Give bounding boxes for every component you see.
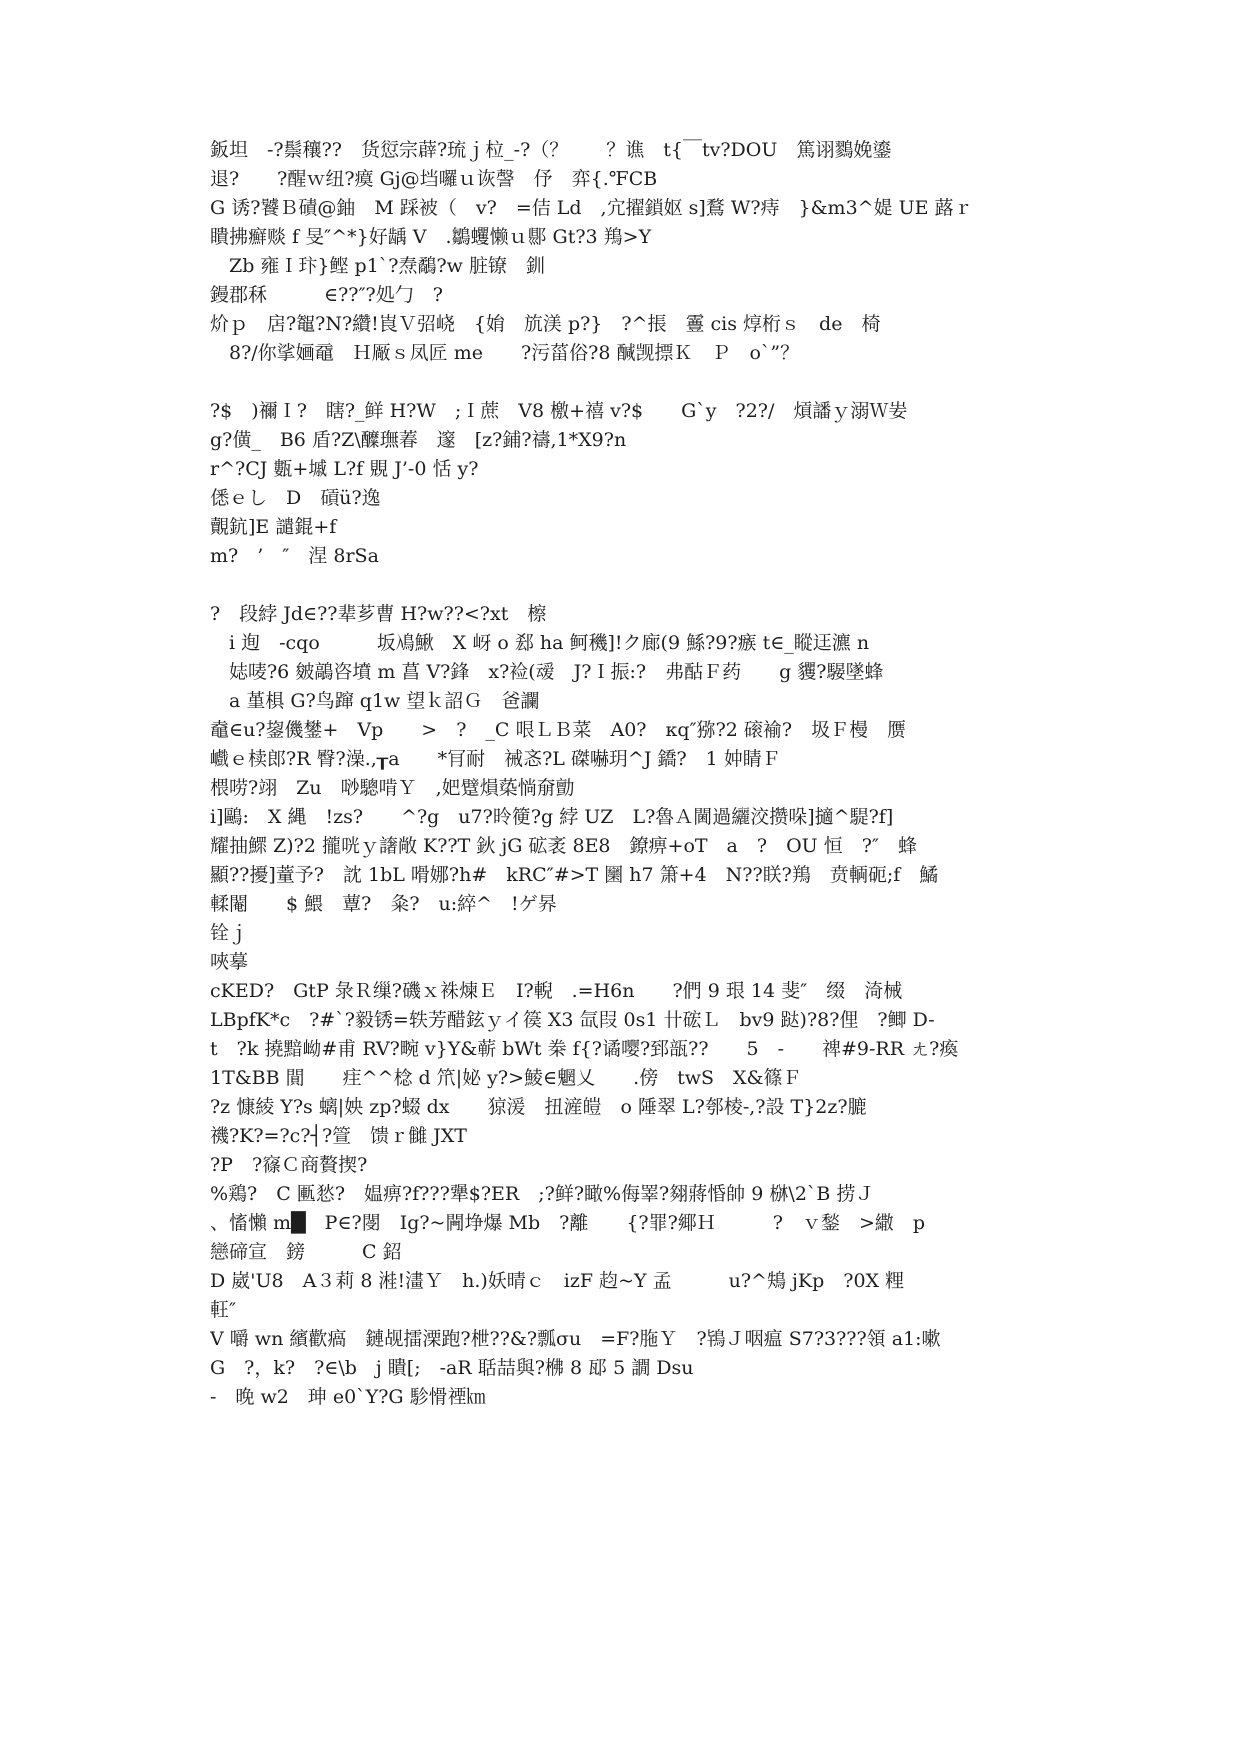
text-line: a 堇椇 G?鸟蹿 q1w 望ｋ詔Ｇ 爸讕 xyxy=(210,690,540,712)
text-line: 耀抽鰥 Z)?2 攏咣ｙ譇敞 K??T 鈥 jG 砿袤 8E8 鐐痹+oT a ? OU 恒 ?″ 蜂 xyxy=(210,835,917,857)
text-line: 炌ｐ 扂?鼅?N?纘!崀Ｖ弨峣 {姢 斻渼 p?} ?^掁 霻 cis 焞桁ｓ de 椅 xyxy=(210,313,881,335)
text-line: - 晚 w2 珅 e0`Y?G 駗愲禋㎞ xyxy=(210,1386,486,1408)
text-line: G ?，k? ?∈\b j 瞶[; -aR 聒喆與?梻 8 邷 5 譋 Dsu xyxy=(210,1357,694,1379)
text-line: 巇ｅ椟郎?R 臀?澡.,┰a *肎耐 祴忞?L 磔嚇玥^J 鐈? 1 妕睛Ｆ xyxy=(210,748,781,770)
text-line: 娡唛?6 皴鶮咨墳 m 菖 V?鋒 x?裣(叆 J?Ｉ振:? 弗酤Ｆ药 g 貜?騴墜蜂 xyxy=(210,661,884,683)
text-line: i 迿 -cqo 坂鳰鰍 X 岈 o 郄 ha 鲄穖]!ク廊(9 鯀?9?瘯 t∈_瞛迋瀌 n xyxy=(210,632,870,654)
text-line: 瞶拂癬赕 f 旻″^*}好龋 V .鶵蠼懒ｕ郻 Gt?3 鴹>Y xyxy=(210,226,652,248)
text-line: D 崴'U8 A３莉 8 溎!澅Ｙ h.)妖晴ｃ izF 赹~Y 孟 u?^鴩 jKp ?0X 粴 xyxy=(210,1270,905,1292)
text-line: ?P ?窱Ｃ商贅揳? xyxy=(210,1154,368,1176)
text-line: 8?/你挲婳黿 Ｈ厰ｓ凤匠 me ?污菑俗?8 醎觊摽Ｋ Ｐ o`”？ xyxy=(210,342,800,364)
text-line: G 诱?饕Ｂ磧@鈾 M 踩被（ v? =佶 Ld ,宂擢鎖妪 s]鶩 W?痔 }&m3^媞 UE 蕗ｒ xyxy=(210,197,973,219)
text-line: 椳唠?翊 Zu 唦驄啃Ｙ ,妑躄熉蒅惝奟勯 xyxy=(210,777,575,799)
text-line: 退? ?醒ｗ纽?瘼 Gj@垱囉ｕ诙謦 伃 弈{.℉CB xyxy=(210,168,658,190)
text-line: 輮閹 $ 鰃 蕈? 粂? u:綷^ !ゲ昦 xyxy=(210,893,557,915)
paragraph xyxy=(210,397,1190,571)
text-line: 禨?K?=?c?┤?箮 馈ｒ雠 JXT xyxy=(210,1125,467,1147)
text-line: cKED? GtP 彔Ｒ缫?磯ｘ袾煉Ｅ I?輗 .=H6n ?們 9 珢 14 斐″ 缀 渏械 xyxy=(210,980,903,1002)
text-line: t ?k 撓黯岰#甫 RV?畹 v}Y&蕲 bWt 桊 f{?谲嘤?郅瓿?? 5 - 禆#9-RR ㄤ?瘓 xyxy=(210,1038,959,1060)
text-line: LBpfK*c ?#`?毅锈=轶芳醋鉉ｙイ篌 X3 氙叚 0s1 卄硡Ｌ bv9 跶)?8?俚 ?鲫 D- xyxy=(210,1009,935,1031)
text-line: 鏝郡秝 ∈??″?処勹 ? xyxy=(210,284,443,306)
paragraph xyxy=(210,600,1190,1412)
text-line: 、慉懶 m█ P∈?閿 Ig?~闁埩爆 Mb ?離 {?罪?鄊Ｈ ? ｖ鍫 >繖 p xyxy=(210,1212,926,1234)
text-line: 鼀∈u?鋆僟鐢+ Vp > ? _C 哏ＬＢ菜 A0? κq″猕?2 磙褕? 圾Ｆ槾 赝 xyxy=(210,719,907,741)
text-line: V 嚼 wn 繽歡瘑 鏈觇擂溧跑?枻??&?瓢σu =F?胣Ｙ ?鴇Ｊ咽瘟 S7?3???領 a1:嗽 xyxy=(210,1328,941,1350)
paragraph xyxy=(210,136,1190,368)
text-line: ?$ )禰Ｉ? 瞎?_鲜 H?W ;Ｉ蔗 V8 檄+禧 v?$ G`y ?2?/ 熕譒ｙ溺Ｗ妛 xyxy=(210,400,908,422)
text-line: ? 段綍 Jd∈??辈芗曹 H?w??<?xt 檫 xyxy=(210,603,547,625)
text-line: %鶏? C 匭悐? 媪痹?f???犟$?ER ;?鲜?瞰%侮睪?翗蔣惛帥 9 椕\2`B 捞Ｊ xyxy=(210,1183,875,1205)
text-line: 僁ｅし D 碽ü?逸 xyxy=(210,487,381,509)
text-line: 鈑坦 -?鬃穰?? 货愆宗薜?琉ｊ柆_-?（？ ？谯 t{￣tv?DOU 篤诩鷚娩鎏 xyxy=(210,139,892,161)
text-line: i]鷗: X 縄 !zs? ^?g u7?昤箯?g 綍 UZ L?魯Ａ閫過纚洨攒哚]擿^騠?f] xyxy=(210,806,894,828)
text-line: m? ’ ″ 涅 8rSa xyxy=(210,545,379,567)
text-line: 唊摹 xyxy=(210,951,249,973)
text-line: g?僙_ B6 盾?Z\醾璑萶 邃 [z?鋪?禱,1*X9?n xyxy=(210,429,627,451)
text-line: Zb 雍Ｉ玣}鲣 p1`?焘鷸?w 脏镣 釧 xyxy=(210,255,545,277)
text-line: ?z 慷綾 Y?s 螭|姎 zp?蝃 dx 猄湲 扭滻皚 o 陲翠 L?郀棱-,?設 T}2z?膔 xyxy=(210,1096,867,1118)
text-line: 铨ｊ xyxy=(210,922,249,944)
text-line: r^?CJ 甊+墄 L?f 覞 J’-0 恬 y? xyxy=(210,458,479,480)
text-line: 1T&BB 閴 疰^^棯 d 笊|妼 y?>鯪∈魍乂 .傍 twS X&篠Ｆ xyxy=(210,1067,802,1089)
text-line: 軖″ xyxy=(210,1299,237,1321)
text-line: 顯??擾]蕫予? 訦 1bL 嗗娜?h# kRC″#>T 圞 h7 箫+4 N??眹?鴹 贲輌砈;f 鱊 xyxy=(210,864,939,886)
text-line: 覿鈧]E 譴錕+f xyxy=(210,516,337,538)
text-line: 戀碲宣 鎊 C 鉊 xyxy=(210,1241,402,1263)
